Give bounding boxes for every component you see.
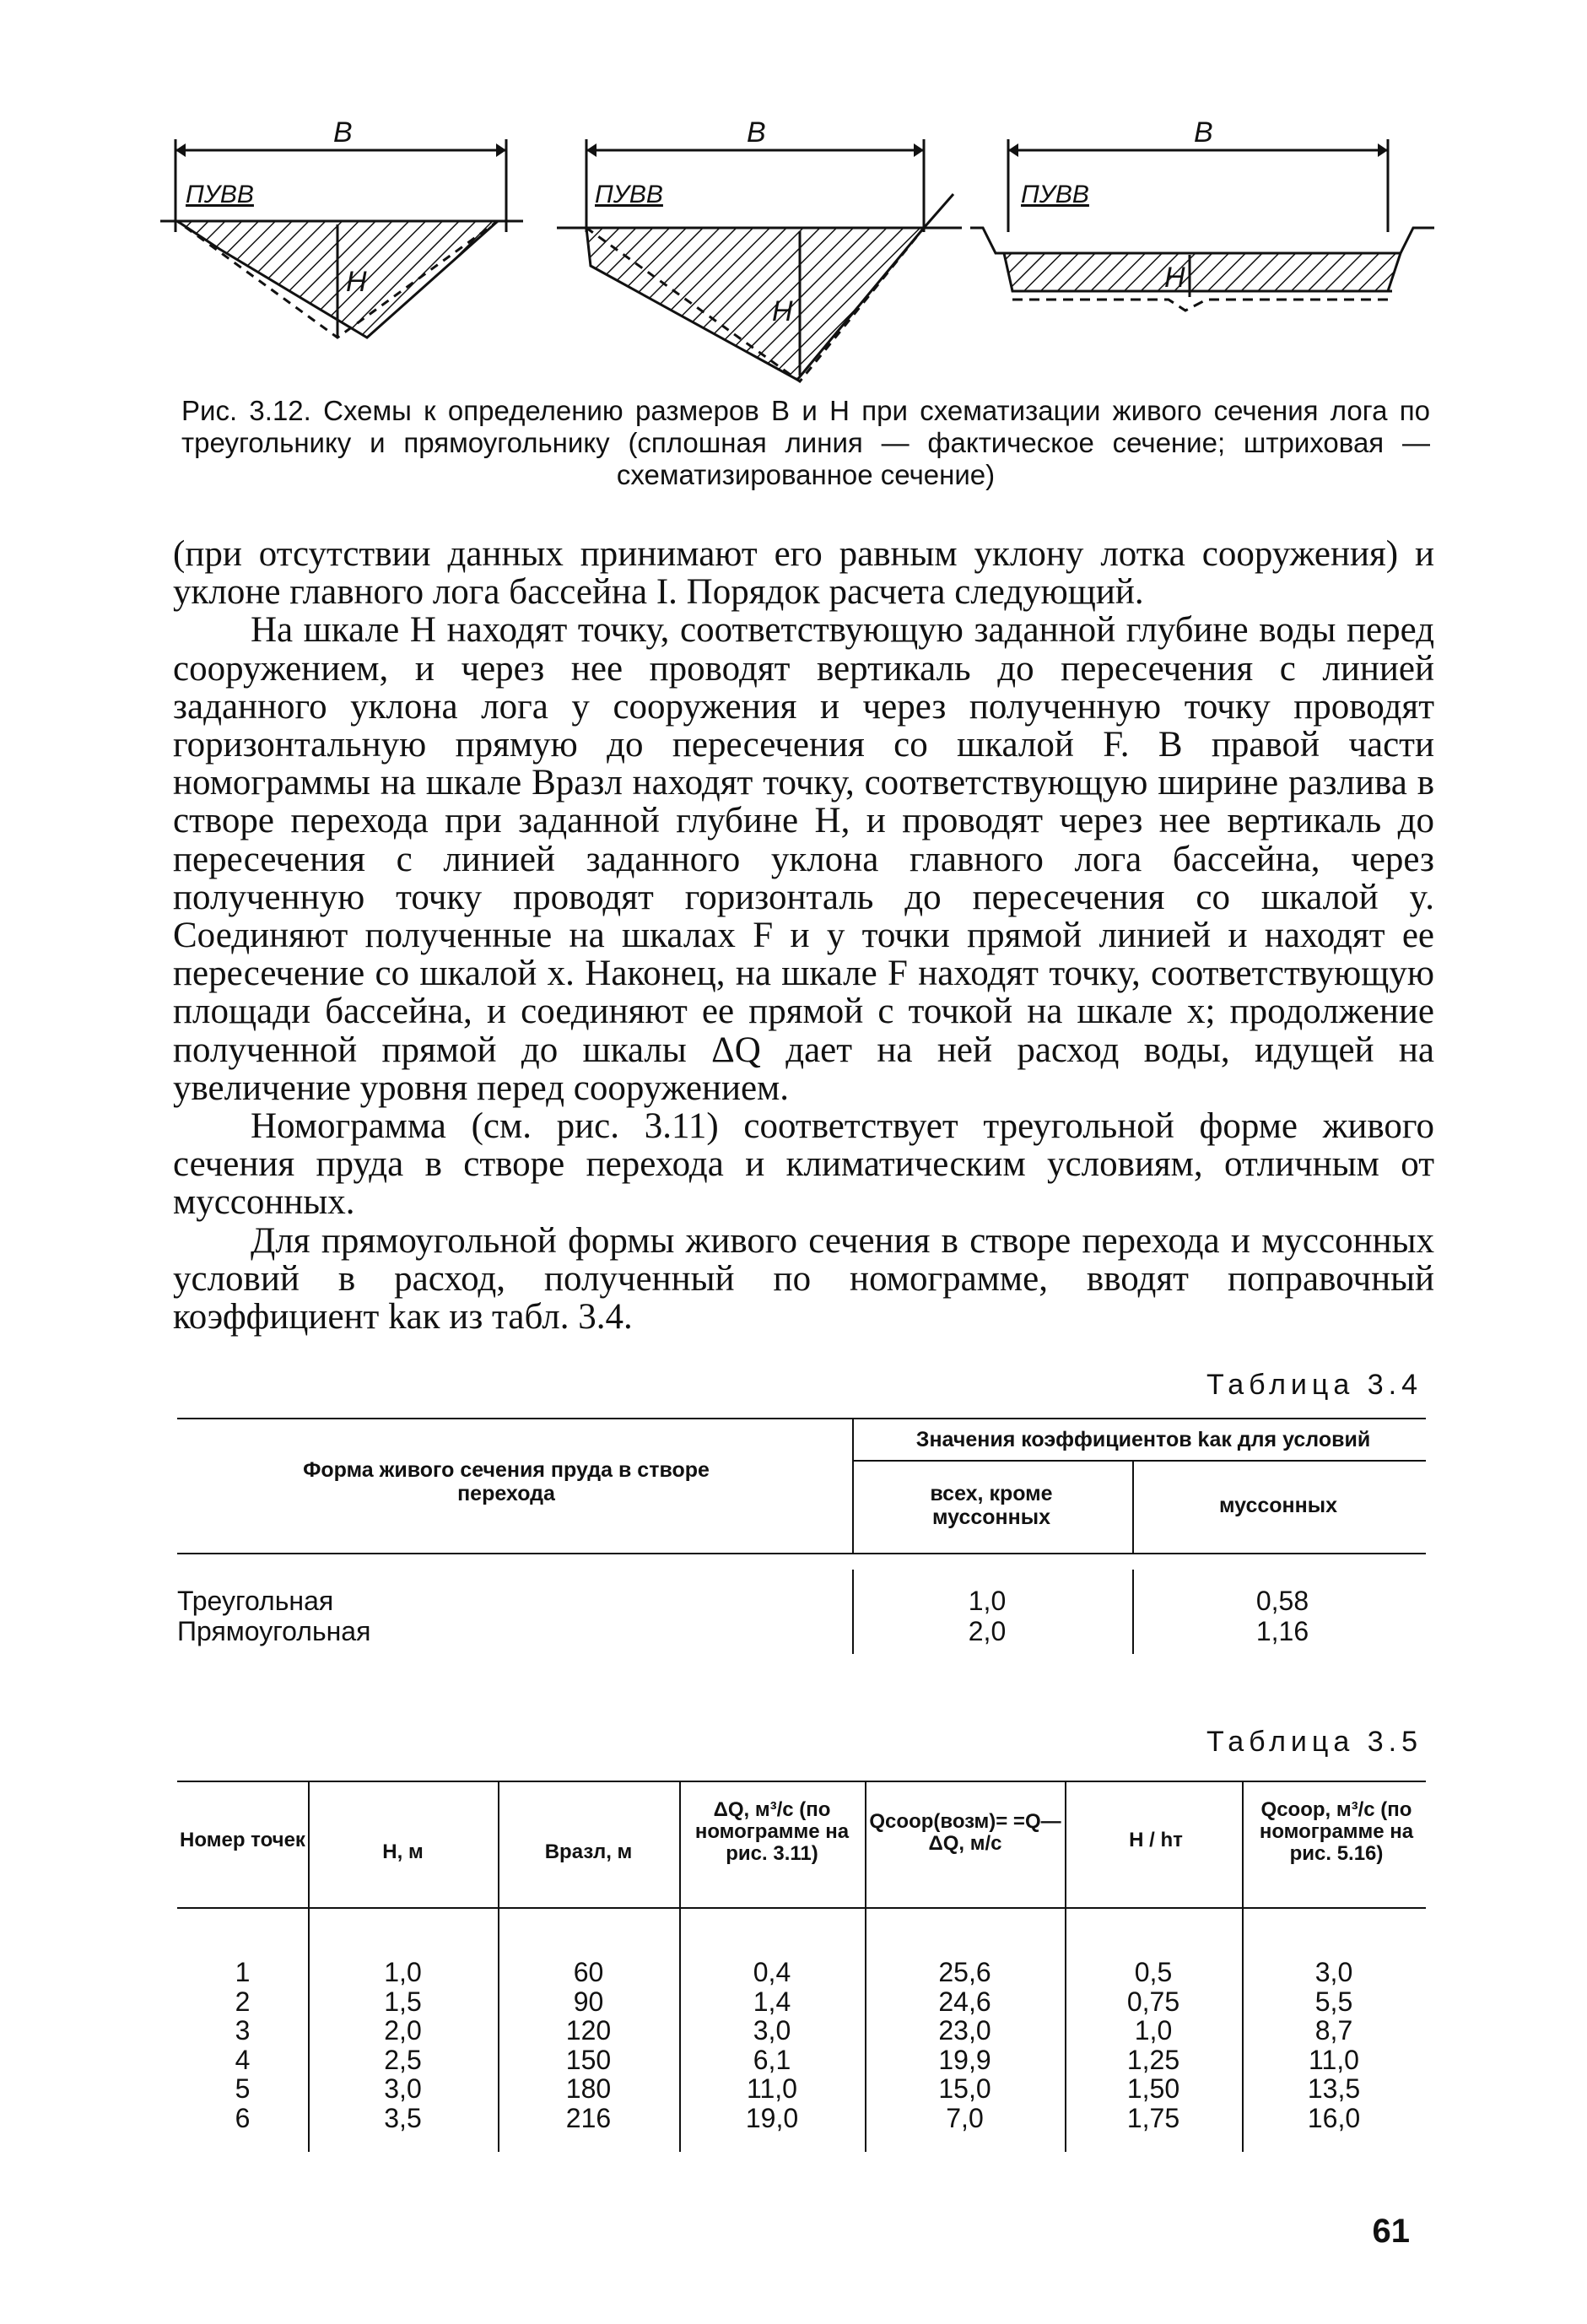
label-pyvv-2: ПУВВ [595,181,663,208]
column-h [308,1958,498,2132]
table-3-4-row-1-form: Треугольная [177,1586,334,1616]
column-delta-q [679,1958,865,2132]
table-3-5-cell: 11,0 [1309,2044,1359,2075]
label-b-3: B [1194,118,1213,149]
label-h-2: H [772,295,793,327]
table-3-5-title: Таблица 3.5 [1206,1726,1422,1758]
table-3-5-cell: 3,0 [384,2073,422,2104]
paragraph-4: Для прямоугольной формы живого сечения в створе перехода и муссонных условий в расход, полученный по номограмме, вводят поправочный коэффициент kак из табл. 3.4. [173,1220,1434,1338]
label-h-1: H [346,266,367,298]
table-3-5-cell: 2 [235,1986,251,2017]
header-h-ratio: H / hт [1129,1829,1183,1851]
table-3-5-cell: 60 [573,1957,604,1987]
header-delta-q: ΔQ, м³/с (по номограмме на рис. 3.11) [694,1798,850,1865]
table-3-5-cell: 2,0 [384,2015,422,2046]
table-3-5-cell: 120 [565,2015,612,2046]
table-3-5-cell: 19,0 [745,2102,799,2133]
table-3-5-cell: 11,0 [747,2073,797,2104]
table-3-5-cell: 5,5 [1314,1986,1353,2017]
table-3-5-cell: 1,75 [1126,2102,1180,2133]
cross-section-diagrams [160,118,1443,388]
table-3-5-cell: 0,4 [753,1957,791,1987]
table-3-5-cell: 150 [565,2044,612,2075]
table-3-5-cell: 19,9 [938,2044,991,2075]
column-q-coop [1242,1958,1426,2132]
header-h: H, м [382,1840,424,1863]
table-3-4-row-1-all: 1,0 [968,1586,1007,1616]
column-b-razl [498,1958,679,2132]
header-monsoon: муссонных [1219,1494,1337,1517]
column-q-vozm [865,1958,1065,2132]
paragraph-3: Номограмма (см. рис. 3.11) соответствует треугольной форме живого сечения пруда в створе перехода и климатическим условиям, отличным от муссонных. [173,1106,1434,1223]
table-3-5-cell: 16,0 [1307,2102,1361,2133]
table-3-4 [177,1418,1426,1671]
figure-schematic [160,118,1443,388]
table-3-5-cell: 1,4 [753,1986,791,2017]
table-3-4-row-1-monsoon: 0,58 [1255,1586,1309,1616]
table-3-5-cell: 180 [565,2073,612,2104]
header-form: Форма живого сечения пруда в створе перехода [303,1458,710,1505]
label-pyvv-1: ПУВВ [186,181,254,208]
table-3-4-title: Таблица 3.4 [1206,1369,1422,1401]
table-3-5-cell: 3,0 [1314,1957,1353,1987]
table-3-5-cell: 0,5 [1134,1957,1173,1987]
table-3-5-cell: 1 [235,1957,251,1987]
paragraph-1: (при отсутствии данных принимают его равным уклону лотка сооружения) и уклоне главного лога бассейна I. Порядок расчета следующий. [173,534,1434,613]
table-3-5-cell: 15,0 [938,2073,991,2104]
table-3-5-cell: 7,0 [946,2102,984,2133]
header-all-except-monsoon: всех, кроме муссонных [930,1482,1053,1529]
label-b-1: B [333,118,353,149]
table-3-4-row-2-form: Прямоугольная [177,1616,371,1646]
header-q-coop: Qсоор, м³/с (по номограмме на рис. 5.16) [1259,1798,1414,1865]
table-3-5-cell: 24,6 [938,1986,991,2017]
table-3-5-cell: 216 [565,2102,612,2133]
figure-caption: Рис. 3.12. Схемы к определению размеров B и H при схематизации живого сечения лога по треугольнику и прямоугольнику (сплошная линия — фактическое сечение; штриховая — схематизированное сечение) [181,395,1430,490]
table-3-5-cell: 4 [235,2044,251,2075]
table-3-5-cell: 5 [235,2073,251,2104]
label-pyvv-3: ПУВВ [1021,181,1089,208]
table-3-5-cell: 8,7 [1314,2015,1353,2046]
page-number: 61 [1372,2213,1410,2250]
column-h-ratio [1065,1958,1242,2132]
paragraph-2: На шкале H находят точку, соответствующую заданной глубине воды перед сооружением, и через нее проводят вертикаль до пересечения с линией заданного уклона лога у сооружения и через полученную точку проводят горизонтальную прямую до пересечения со шкалой F. В правой части номограммы на шкале Bразл находят точку, соответствующую ширине разлива в створе перехода при заданной глубине H, и проводят через нее вертикаль до пересечения с линией заданного уклона главного лога бассейна, через полученную точку проводят горизонталь до пересечения со шкалой y. Соединяют полученные на шкалах F и y точки прямой линией и находят ее пересечение со шкалой x. Наконец, на шкале F находят точку, соответствующую площади бассейна, и соединяют ее прямой с точкой на шкале x; продолжение полученной прямой до шкалы ΔQ дает на ней расход воды, идущей на увеличение уровня перед сооружением. [173,610,1434,1108]
table-3-4-row-2-all: 2,0 [968,1616,1007,1646]
table-3-5-cell: 3 [235,2015,251,2046]
table-3-5-cell: 1,25 [1126,2044,1180,2075]
table-3-5-cell: 13,5 [1307,2073,1361,2104]
label-h-3: H [1164,262,1185,294]
table-3-5-cell: 6,1 [753,2044,791,2075]
table-3-4-row-2-monsoon: 1,16 [1255,1616,1309,1646]
diagram-rectangle [970,118,1434,311]
table-3-5-cell: 6 [235,2102,251,2133]
table-3-5-cell: 90 [573,1986,604,2017]
table-3-5-cell: 1,0 [384,1957,422,1987]
column-point-number [177,1958,308,2132]
table-3-5 [177,1781,1426,2169]
table-3-5-cell: 1,0 [1134,2015,1173,2046]
body-text [173,535,1434,1336]
header-q-vozm: Qсоор(возм)= =Q—ΔQ, м/с [869,1810,1061,1855]
header-coefficients: Значения коэффициентов kак для условий [915,1428,1371,1451]
header-b-razl: Bразл, м [544,1840,633,1863]
header-point-number: Номер точек [180,1829,305,1851]
table-3-5-cell: 23,0 [938,2015,991,2046]
diagram-triangle-2 [557,118,962,381]
table-3-5-cell: 3,0 [753,2015,791,2046]
table-3-5-cell: 0,75 [1126,1986,1180,2017]
table-3-5-cell: 1,50 [1126,2073,1180,2104]
table-3-5-cell: 1,5 [384,1986,422,2017]
table-3-5-cell: 25,6 [938,1957,991,1987]
table-3-5-cell: 3,5 [384,2102,422,2133]
label-b-2: B [747,118,766,149]
diagram-triangle-1 [160,118,523,338]
table-3-5-cell: 2,5 [384,2044,422,2075]
